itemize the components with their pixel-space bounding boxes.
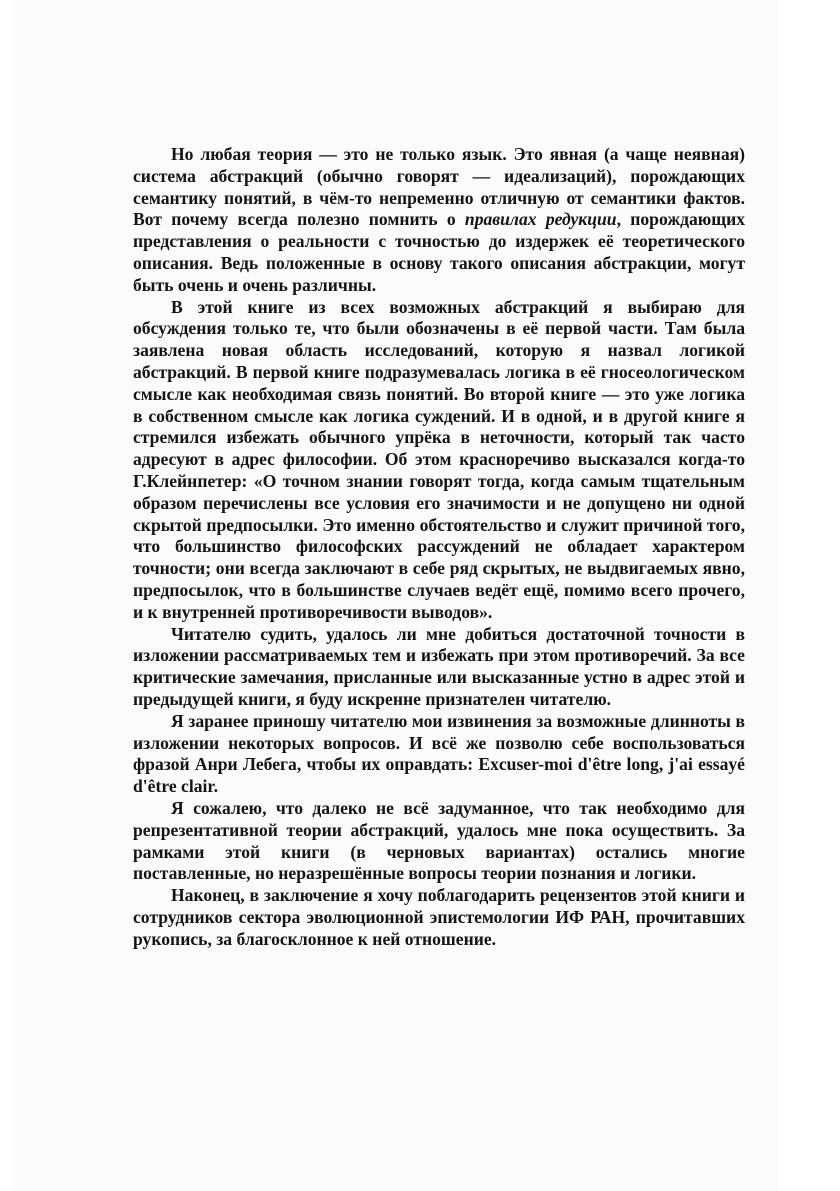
paragraph-book-abstractions: В этой книге из всех возможных абстракций я выбираю для обсуждения только те, что были обозначены в её первой части. Там была заявлена новая область исследований, которую я назвал логикой абстракций. В первой книге подразумевалась логика в её гносеологическом смысле как необходимая связь понятий. Во второй книге — это уже логика в собственном смысле как логика суждений. И в одной, и в другой книге я стремился избежать обычного упрёка в неточности, который так часто адресуют в адрес философии. Об этом красноречиво высказался когда-то Г.Клейнпетер: «О точном знании говорят тогда, когда самым тщательным образом перечислены все условия его значимости и не допущено ни одной скрытой предпосылки. Это именно обстоятельство и служит причиной того, что большинство философских рассуждений не обладает характером точности; они всегда заключают в себе ряд скрытых, не выдвигаемых явно, предпосылок, что в большинстве случаев ведёт ещё, помимо всего прочего, и к внутренней противоречивости выводов».	[133, 296, 745, 622]
main-text	[133, 144, 745, 950]
paragraph-regret: Я сожалею, что далеко не всё задуманное, что так необходимо для репрезентативной теории абстракций, удалось мне пока осуществить. За рамками этой книги (в черновых вариантах) остались многие поставленные, но неразрешённые вопросы теории познания и логики.	[133, 797, 745, 884]
paragraph-reader-judgement: Читателю судить, удалось ли мне добиться достаточной точности в изложении рассматриваемых тем и избежать при этом противоречий. За все критические замечания, присланные или высказанные устно в адрес этой и предыдущей книги, я буду искренне признателен читателю.	[133, 623, 745, 709]
paragraph-text: Но любая теория — это не только язык. Это явная (а чаще неявная) система абстракций (обычно говорят — идеализаций), порождающих семантику понятий, в чём-то непременно отличную от семантики фактов. Вот почему всегда полезно помнить о	[133, 144, 745, 230]
paragraph-theory-language	[133, 144, 745, 297]
emphasis-reduction-rules: правилах редукции	[464, 209, 617, 230]
paragraph-acknowledgements: Наконец, в заключение я хочу поблагодарить рецензентов этой книги и сотрудников сектора эволюционной эпистемологии ИФ РАН, прочитавших рукопись, за благосклонное к ней отношение.	[133, 885, 745, 949]
paragraph-apology: Я заранее приношу читателю мои извинения за возможные длинноты в изложении некоторых вопросов. И всё же позволю себе воспользоваться фразой Анри Лебега, чтобы их оправдать: Excuser-moi d'être long, j'ai essayé d'être clair.	[133, 710, 745, 797]
paragraph-text: , порождающих представления о реальности с точностью до издержек её теоретического описания. Ведь положенные в основу такого описания абстракции, могут быть очень и очень различны.	[133, 209, 746, 295]
